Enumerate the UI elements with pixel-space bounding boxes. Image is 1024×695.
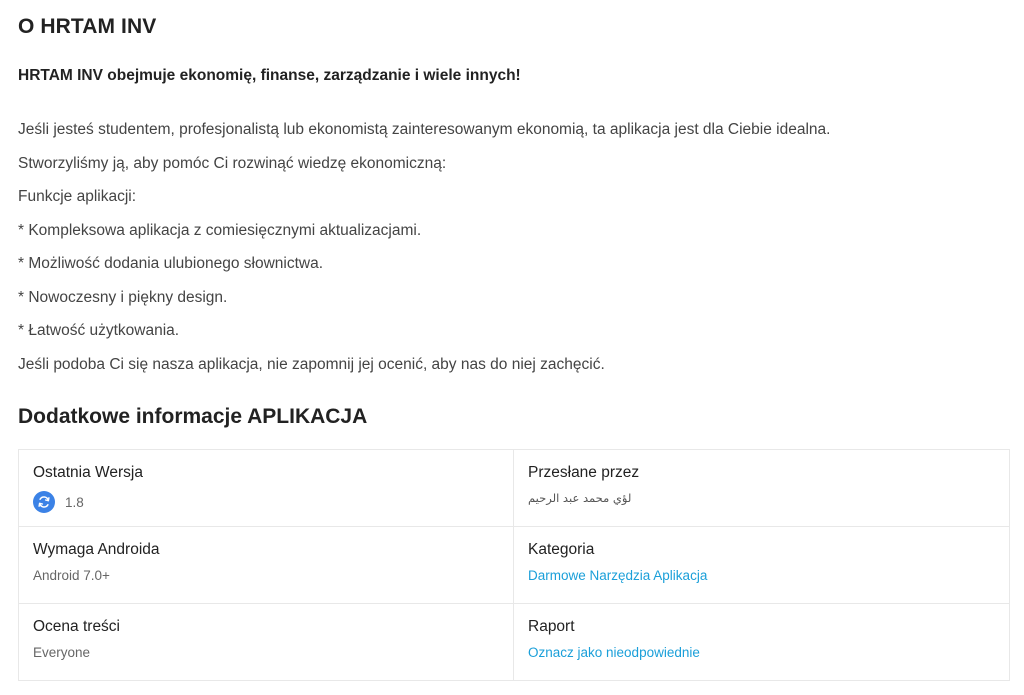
uploaded-by-cell (514, 450, 1009, 527)
description-line: Funkcje aplikacji: (18, 188, 137, 205)
description-line: Jeśli podoba Ci się nasza aplikacja, nie zapomnij jej ocenić, aby nas do niej zachęcić. (18, 355, 605, 373)
category-cell (514, 527, 1009, 604)
uploaded-by-label: Przesłane przez (528, 464, 640, 481)
description-line: * Możliwość dodania ulubionego słownictwa. (18, 255, 324, 272)
about-title: O HRTAM INV (18, 15, 157, 38)
uploaded-by-value: لؤي محمد عبد الرحيم (528, 491, 632, 505)
requires-android-cell (19, 527, 514, 604)
content-rating-cell (19, 604, 514, 680)
content-rating-value: Everyone (33, 645, 91, 660)
description-line: * Łatwość użytkowania. (18, 322, 180, 339)
report-label: Raport (528, 618, 575, 635)
category-label: Kategoria (528, 541, 595, 558)
update-icon (33, 491, 55, 513)
report-cell (514, 604, 1009, 680)
latest-version-label: Ostatnia Wersja (33, 464, 143, 481)
latest-version-value-row (33, 491, 499, 513)
requires-android-value: Android 7.0+ (33, 568, 110, 583)
requires-android-label: Wymaga Androida (33, 541, 160, 558)
description-line: * Nowoczesny i piękny design. (18, 288, 228, 306)
description-line: * Kompleksowa aplikacja z comiesięcznymi aktualizacjami. (18, 221, 422, 239)
additional-info-table (18, 449, 1010, 681)
description-line: Jeśli jesteś studentem, profesjonalistą lub ekonomistą zainteresowanym ekonomią, ta aplikacja jest dla Ciebie idealna. (18, 121, 831, 138)
description-lines (18, 113, 1008, 381)
report-inappropriate-link[interactable]: Oznacz jako nieodpowiednie (528, 645, 700, 660)
latest-version-value: 1.8 (65, 494, 84, 510)
additional-info-title: Dodatkowe informacje APLIKACJA (18, 405, 368, 428)
about-lead: HRTAM INV obejmuje ekonomię, finanse, zarządzanie i wiele innych! (18, 67, 521, 84)
latest-version-cell (19, 450, 514, 527)
description-line: Stworzyliśmy ją, aby pomóc Ci rozwinąć wiedzę ekonomiczną: (18, 154, 447, 172)
content-rating-label: Ocena treści (33, 618, 121, 635)
category-link[interactable]: Darmowe Narzędzia Aplikacja (528, 568, 708, 583)
